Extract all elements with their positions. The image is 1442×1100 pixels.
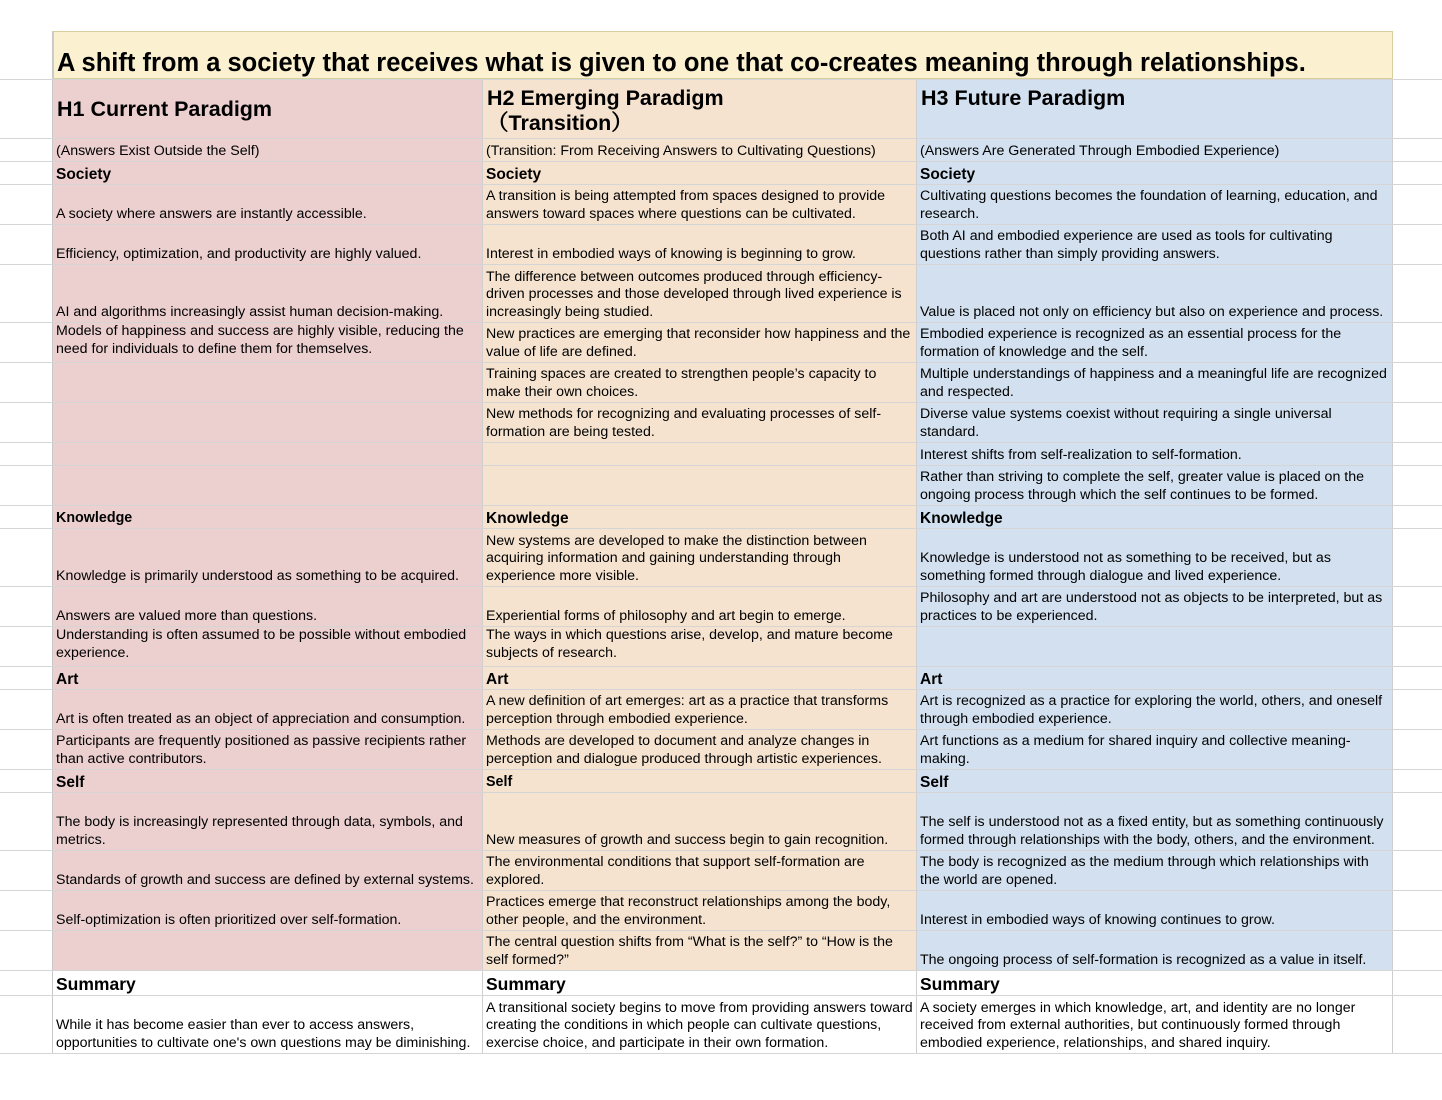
cell-text: Self-optimization is often prioritized over self-formation. bbox=[56, 911, 402, 928]
cell-h1[interactable] bbox=[53, 793, 483, 850]
cell-h2[interactable] bbox=[483, 225, 917, 264]
cell-h3[interactable] bbox=[917, 443, 1393, 465]
spreadsheet-grid bbox=[0, 31, 1442, 1054]
cell-h2[interactable] bbox=[483, 891, 917, 930]
cell-text: A society where answers are instantly accessible. bbox=[56, 205, 367, 222]
cell-text: Experiential forms of philosophy and art begin to emerge. bbox=[486, 607, 846, 624]
cell-text: Diverse value systems coexist without requiring a single universal standard. bbox=[920, 406, 1332, 440]
cell-h3[interactable] bbox=[917, 627, 1393, 666]
table-row bbox=[0, 891, 1442, 931]
cell-text: Multiple understandings of happiness and a meaningful life are recognized and respected. bbox=[920, 366, 1387, 400]
cell-text: AI and algorithms increasingly assist human decision-making. bbox=[56, 303, 444, 320]
row-header bbox=[0, 265, 53, 322]
summary-h1-text: While it has become easier than ever to access answers, opportunities to cultivate one's own questions may be diminishing. bbox=[56, 1017, 471, 1051]
cell-text: A new definition of art emerges: art as a practice that transforms perception through embodied experience. bbox=[486, 693, 889, 727]
section-cell-h2[interactable] bbox=[483, 770, 917, 792]
cell-h3[interactable] bbox=[917, 225, 1393, 264]
summary-text-row bbox=[0, 996, 1442, 1054]
cell-h2[interactable] bbox=[483, 690, 917, 729]
cell-text: The environmental conditions that support self-formation are explored. bbox=[486, 854, 865, 888]
cell-text: Value is placed not only on efficiency but also on experience and process. bbox=[920, 303, 1384, 320]
section-label: Art bbox=[56, 670, 79, 688]
section-label: Self bbox=[486, 773, 513, 790]
section-label: Knowledge bbox=[920, 509, 1003, 527]
section-row bbox=[0, 667, 1442, 690]
cell-text: Rather than striving to complete the self, greater value is placed on the ongoing process through which the self continues to be formed. bbox=[920, 469, 1365, 503]
cell-text: The central question shifts from “What is the self?” to “How is the self formed?” bbox=[486, 934, 893, 968]
sheet-title[interactable]: A shift from a society that receives what is given to one that co-creates meaning through relationships. bbox=[53, 31, 1393, 79]
cell-text: Art is recognized as a practice for exploring the world, others, and oneself through embodied experience. bbox=[920, 693, 1383, 727]
cell-text: Efficiency, optimization, and productivity are highly valued. bbox=[56, 245, 422, 262]
cell-h1[interactable] bbox=[53, 323, 483, 362]
section-cell-h3[interactable] bbox=[917, 770, 1393, 792]
subtitle-h3-text: (Answers Are Generated Through Embodied Experience) bbox=[920, 142, 1280, 159]
header-h2-line2: （Transition） bbox=[487, 111, 633, 135]
cell-h1[interactable] bbox=[53, 627, 483, 666]
section-row bbox=[0, 770, 1442, 793]
cell-h1[interactable] bbox=[53, 851, 483, 890]
cell-h1[interactable] bbox=[53, 730, 483, 769]
summary-heading-h2[interactable] bbox=[483, 971, 917, 995]
cell-text: Methods are developed to document and analyze changes in perception and dialogue produced through artistic experiences. bbox=[486, 733, 882, 767]
cell-text: A transition is being attempted from spaces designed to provide answers toward spaces where questions can be cultivated. bbox=[486, 188, 886, 222]
cell-h2[interactable] bbox=[483, 627, 917, 666]
section-label: Knowledge bbox=[486, 509, 569, 527]
cell-text: Embodied experience is recognized as an essential process for the formation of knowledge and the self. bbox=[920, 326, 1342, 360]
table-row bbox=[0, 627, 1442, 667]
summary-heading-h1[interactable] bbox=[53, 971, 483, 995]
cell-text: Art is often treated as an object of appreciation and consumption. bbox=[56, 710, 466, 727]
row-header bbox=[0, 730, 53, 769]
subtitle-h2[interactable] bbox=[483, 139, 917, 161]
cell-h3[interactable] bbox=[917, 851, 1393, 890]
cell-h1[interactable] bbox=[53, 891, 483, 930]
section-cell-h2[interactable] bbox=[483, 667, 917, 689]
row-header bbox=[0, 80, 53, 138]
cell-text: Models of happiness and success are highly visible, reducing the need for individuals to define them for themselves. bbox=[56, 323, 464, 357]
cell-text: Art functions as a medium for shared inquiry and collective meaning-making. bbox=[920, 733, 1351, 767]
section-cell-h1[interactable] bbox=[53, 667, 483, 689]
header-h2[interactable] bbox=[483, 80, 917, 138]
cell-text: Understanding is often assumed to be possible without embodied experience. bbox=[56, 627, 467, 661]
summary-heading-row bbox=[0, 971, 1442, 996]
cell-text: New systems are developed to make the distinction between acquiring information and gaining understanding through experience more visible. bbox=[486, 532, 867, 584]
row-header bbox=[0, 323, 53, 362]
section-row bbox=[0, 506, 1442, 529]
section-cell-h2[interactable] bbox=[483, 506, 917, 528]
section-label: Knowledge bbox=[56, 509, 133, 526]
row-header bbox=[0, 363, 53, 402]
table-row bbox=[0, 443, 1442, 466]
cell-text: The self is understood not as a fixed entity, but as something continuously formed through relationships with the body, others, and the environment. bbox=[920, 814, 1384, 848]
cell-text: New methods for recognizing and evaluating processes of self-formation are being tested. bbox=[486, 406, 882, 440]
cell-h1[interactable] bbox=[53, 403, 483, 442]
cell-h3[interactable] bbox=[917, 363, 1393, 402]
table-row bbox=[0, 690, 1442, 730]
cell-h2[interactable] bbox=[483, 931, 917, 970]
row-header bbox=[0, 139, 53, 161]
section-cell-h3[interactable] bbox=[917, 162, 1393, 184]
cell-text: Both AI and embodied experience are used as tools for cultivating questions rather than simply providing answers. bbox=[920, 228, 1333, 262]
cell-h2[interactable] bbox=[483, 466, 917, 505]
cell-h3[interactable] bbox=[917, 403, 1393, 442]
row-header bbox=[0, 403, 53, 442]
table-row bbox=[0, 730, 1442, 770]
cell-text: Interest in embodied ways of knowing is beginning to grow. bbox=[486, 245, 856, 262]
row-header bbox=[0, 971, 53, 995]
cell-h3[interactable] bbox=[917, 690, 1393, 729]
row-header bbox=[0, 587, 53, 626]
row-header bbox=[0, 793, 53, 850]
paradigm-header-row bbox=[0, 80, 1442, 139]
cell-text: Standards of growth and success are defined by external systems. bbox=[56, 871, 474, 888]
cell-h2[interactable] bbox=[483, 403, 917, 442]
section-cell-h1[interactable] bbox=[53, 506, 483, 528]
cell-h2[interactable] bbox=[483, 793, 917, 850]
section-label: Self bbox=[920, 773, 949, 791]
cell-h1[interactable] bbox=[53, 185, 483, 224]
cell-h2[interactable] bbox=[483, 587, 917, 626]
cell-text: The body is recognized as the medium through which relationships with the world are opened. bbox=[920, 854, 1369, 888]
cell-text: Knowledge is primarily understood as something to be acquired. bbox=[56, 567, 459, 584]
section-row bbox=[0, 162, 1442, 185]
cell-text: Answers are valued more than questions. bbox=[56, 607, 318, 624]
cell-h1[interactable] bbox=[53, 265, 483, 322]
summary-h2-text: A transitional society begins to move from providing answers toward creating the conditions in which people can cultivate questions, exercise choice, and participate in their own formation. bbox=[486, 999, 913, 1051]
subtitle-h1-text: (Answers Exist Outside the Self) bbox=[56, 142, 260, 159]
header-h3-text: H3 Future Paradigm bbox=[921, 86, 1126, 110]
table-row bbox=[0, 466, 1442, 506]
cell-text: New measures of growth and success begin to gain recognition. bbox=[486, 831, 889, 848]
title-row bbox=[0, 31, 1442, 80]
cell-text: Interest in embodied ways of knowing continues to grow. bbox=[920, 911, 1275, 928]
cell-h3[interactable] bbox=[917, 931, 1393, 970]
cell-h2[interactable] bbox=[483, 529, 917, 586]
subtitle-row bbox=[0, 139, 1442, 162]
cell-h1[interactable] bbox=[53, 363, 483, 402]
cell-h1[interactable] bbox=[53, 443, 483, 465]
cell-h1[interactable] bbox=[53, 931, 483, 970]
cell-h3[interactable] bbox=[917, 891, 1393, 930]
section-cell-h1[interactable] bbox=[53, 770, 483, 792]
cell-h2[interactable] bbox=[483, 851, 917, 890]
summary-h2[interactable] bbox=[483, 996, 917, 1053]
table-row bbox=[0, 363, 1442, 403]
row-header bbox=[0, 690, 53, 729]
cell-text: Practices emerge that reconstruct relationships among the body, other people, and the environment. bbox=[486, 894, 891, 928]
section-label: Art bbox=[920, 670, 943, 688]
cell-h3[interactable] bbox=[917, 587, 1393, 626]
cell-h2[interactable] bbox=[483, 443, 917, 465]
table-row bbox=[0, 931, 1442, 971]
cell-text: The body is increasingly represented through data, symbols, and metrics. bbox=[56, 814, 463, 848]
row-header bbox=[0, 627, 53, 666]
row-header bbox=[0, 31, 53, 79]
cell-text: New practices are emerging that reconsider how happiness and the value of life are defined. bbox=[486, 326, 911, 360]
row-header bbox=[0, 667, 53, 689]
cell-h1[interactable] bbox=[53, 225, 483, 264]
cell-h1[interactable] bbox=[53, 587, 483, 626]
cell-h3[interactable] bbox=[917, 793, 1393, 850]
row-header bbox=[0, 931, 53, 970]
cell-text: The difference between outcomes produced through efficiency-driven processes and those developed through lived experience is increasingly being studied. bbox=[486, 268, 902, 320]
table-row bbox=[0, 587, 1442, 627]
cell-text: Cultivating questions becomes the foundation of learning, education, and research. bbox=[920, 188, 1378, 222]
section-label: Society bbox=[486, 165, 542, 183]
content-rows bbox=[0, 162, 1442, 971]
cell-h2[interactable] bbox=[483, 363, 917, 402]
section-label: Society bbox=[56, 165, 112, 183]
cell-h2[interactable] bbox=[483, 185, 917, 224]
cell-text: Participants are frequently positioned as passive recipients rather than active contributors. bbox=[56, 733, 467, 767]
summary-heading-h3[interactable] bbox=[917, 971, 1393, 995]
cell-h2[interactable] bbox=[483, 323, 917, 362]
row-header bbox=[0, 506, 53, 528]
section-label: Art bbox=[486, 670, 509, 688]
header-h1-text: H1 Current Paradigm bbox=[57, 96, 273, 121]
cell-text: Training spaces are created to strengthen people’s capacity to make their own choices. bbox=[486, 366, 877, 400]
table-row bbox=[0, 851, 1442, 891]
cell-h2[interactable] bbox=[483, 730, 917, 769]
summary-h3[interactable] bbox=[917, 996, 1393, 1053]
cell-h1[interactable] bbox=[53, 466, 483, 505]
table-row bbox=[0, 793, 1442, 851]
cell-h3[interactable] bbox=[917, 529, 1393, 586]
table-row bbox=[0, 265, 1442, 323]
summary-h1[interactable] bbox=[53, 996, 483, 1053]
row-header bbox=[0, 529, 53, 586]
cell-h1[interactable] bbox=[53, 690, 483, 729]
table-row bbox=[0, 403, 1442, 443]
row-header bbox=[0, 891, 53, 930]
row-header bbox=[0, 225, 53, 264]
section-cell-h3[interactable] bbox=[917, 667, 1393, 689]
cell-text: The ongoing process of self-formation is recognized as a value in itself. bbox=[920, 951, 1367, 968]
summary-heading-h3-text: Summary bbox=[920, 973, 1000, 994]
cell-text: Knowledge is understood not as something to be received, but as something formed through dialogue and lived experience. bbox=[920, 550, 1331, 584]
summary-h3-text: A society emerges in which knowledge, art, and identity are no longer received from external authorities, but continuously formed through embodied experience, relationships, and shared inquiry. bbox=[920, 999, 1356, 1051]
cell-h3[interactable] bbox=[917, 466, 1393, 505]
cell-h3[interactable] bbox=[917, 323, 1393, 362]
cell-text: Philosophy and art are understood not as objects to be interpreted, but as practices to be experienced. bbox=[920, 590, 1383, 624]
row-header bbox=[0, 185, 53, 224]
section-label: Self bbox=[56, 773, 85, 791]
section-cell-h1[interactable] bbox=[53, 162, 483, 184]
row-header bbox=[0, 443, 53, 465]
subtitle-h1[interactable] bbox=[53, 139, 483, 161]
table-row bbox=[0, 529, 1442, 587]
cell-h3[interactable] bbox=[917, 730, 1393, 769]
subtitle-h3[interactable] bbox=[917, 139, 1393, 161]
table-row bbox=[0, 323, 1442, 363]
header-h2-line1: H2 Emerging Paradigm bbox=[487, 86, 724, 110]
summary-heading-h2-text: Summary bbox=[486, 973, 566, 994]
cell-h3[interactable] bbox=[917, 265, 1393, 322]
section-cell-h3[interactable] bbox=[917, 506, 1393, 528]
subtitle-h2-text: (Transition: From Receiving Answers to Cultivating Questions) bbox=[486, 142, 876, 159]
cell-h1[interactable] bbox=[53, 529, 483, 586]
table-row bbox=[0, 185, 1442, 225]
cell-h2[interactable] bbox=[483, 265, 917, 322]
cell-h3[interactable] bbox=[917, 185, 1393, 224]
cell-text: The ways in which questions arise, develop, and mature become subjects of research. bbox=[486, 627, 893, 661]
header-h3[interactable] bbox=[917, 80, 1393, 138]
section-cell-h2[interactable] bbox=[483, 162, 917, 184]
row-header bbox=[0, 996, 53, 1053]
summary-heading-h1-text: Summary bbox=[56, 973, 136, 994]
row-header bbox=[0, 851, 53, 890]
section-label: Society bbox=[920, 165, 976, 183]
row-header bbox=[0, 466, 53, 505]
table-row bbox=[0, 225, 1442, 265]
row-header bbox=[0, 770, 53, 792]
header-h1[interactable] bbox=[53, 80, 483, 138]
row-header bbox=[0, 162, 53, 184]
cell-text: Interest shifts from self-realization to self-formation. bbox=[920, 446, 1242, 463]
